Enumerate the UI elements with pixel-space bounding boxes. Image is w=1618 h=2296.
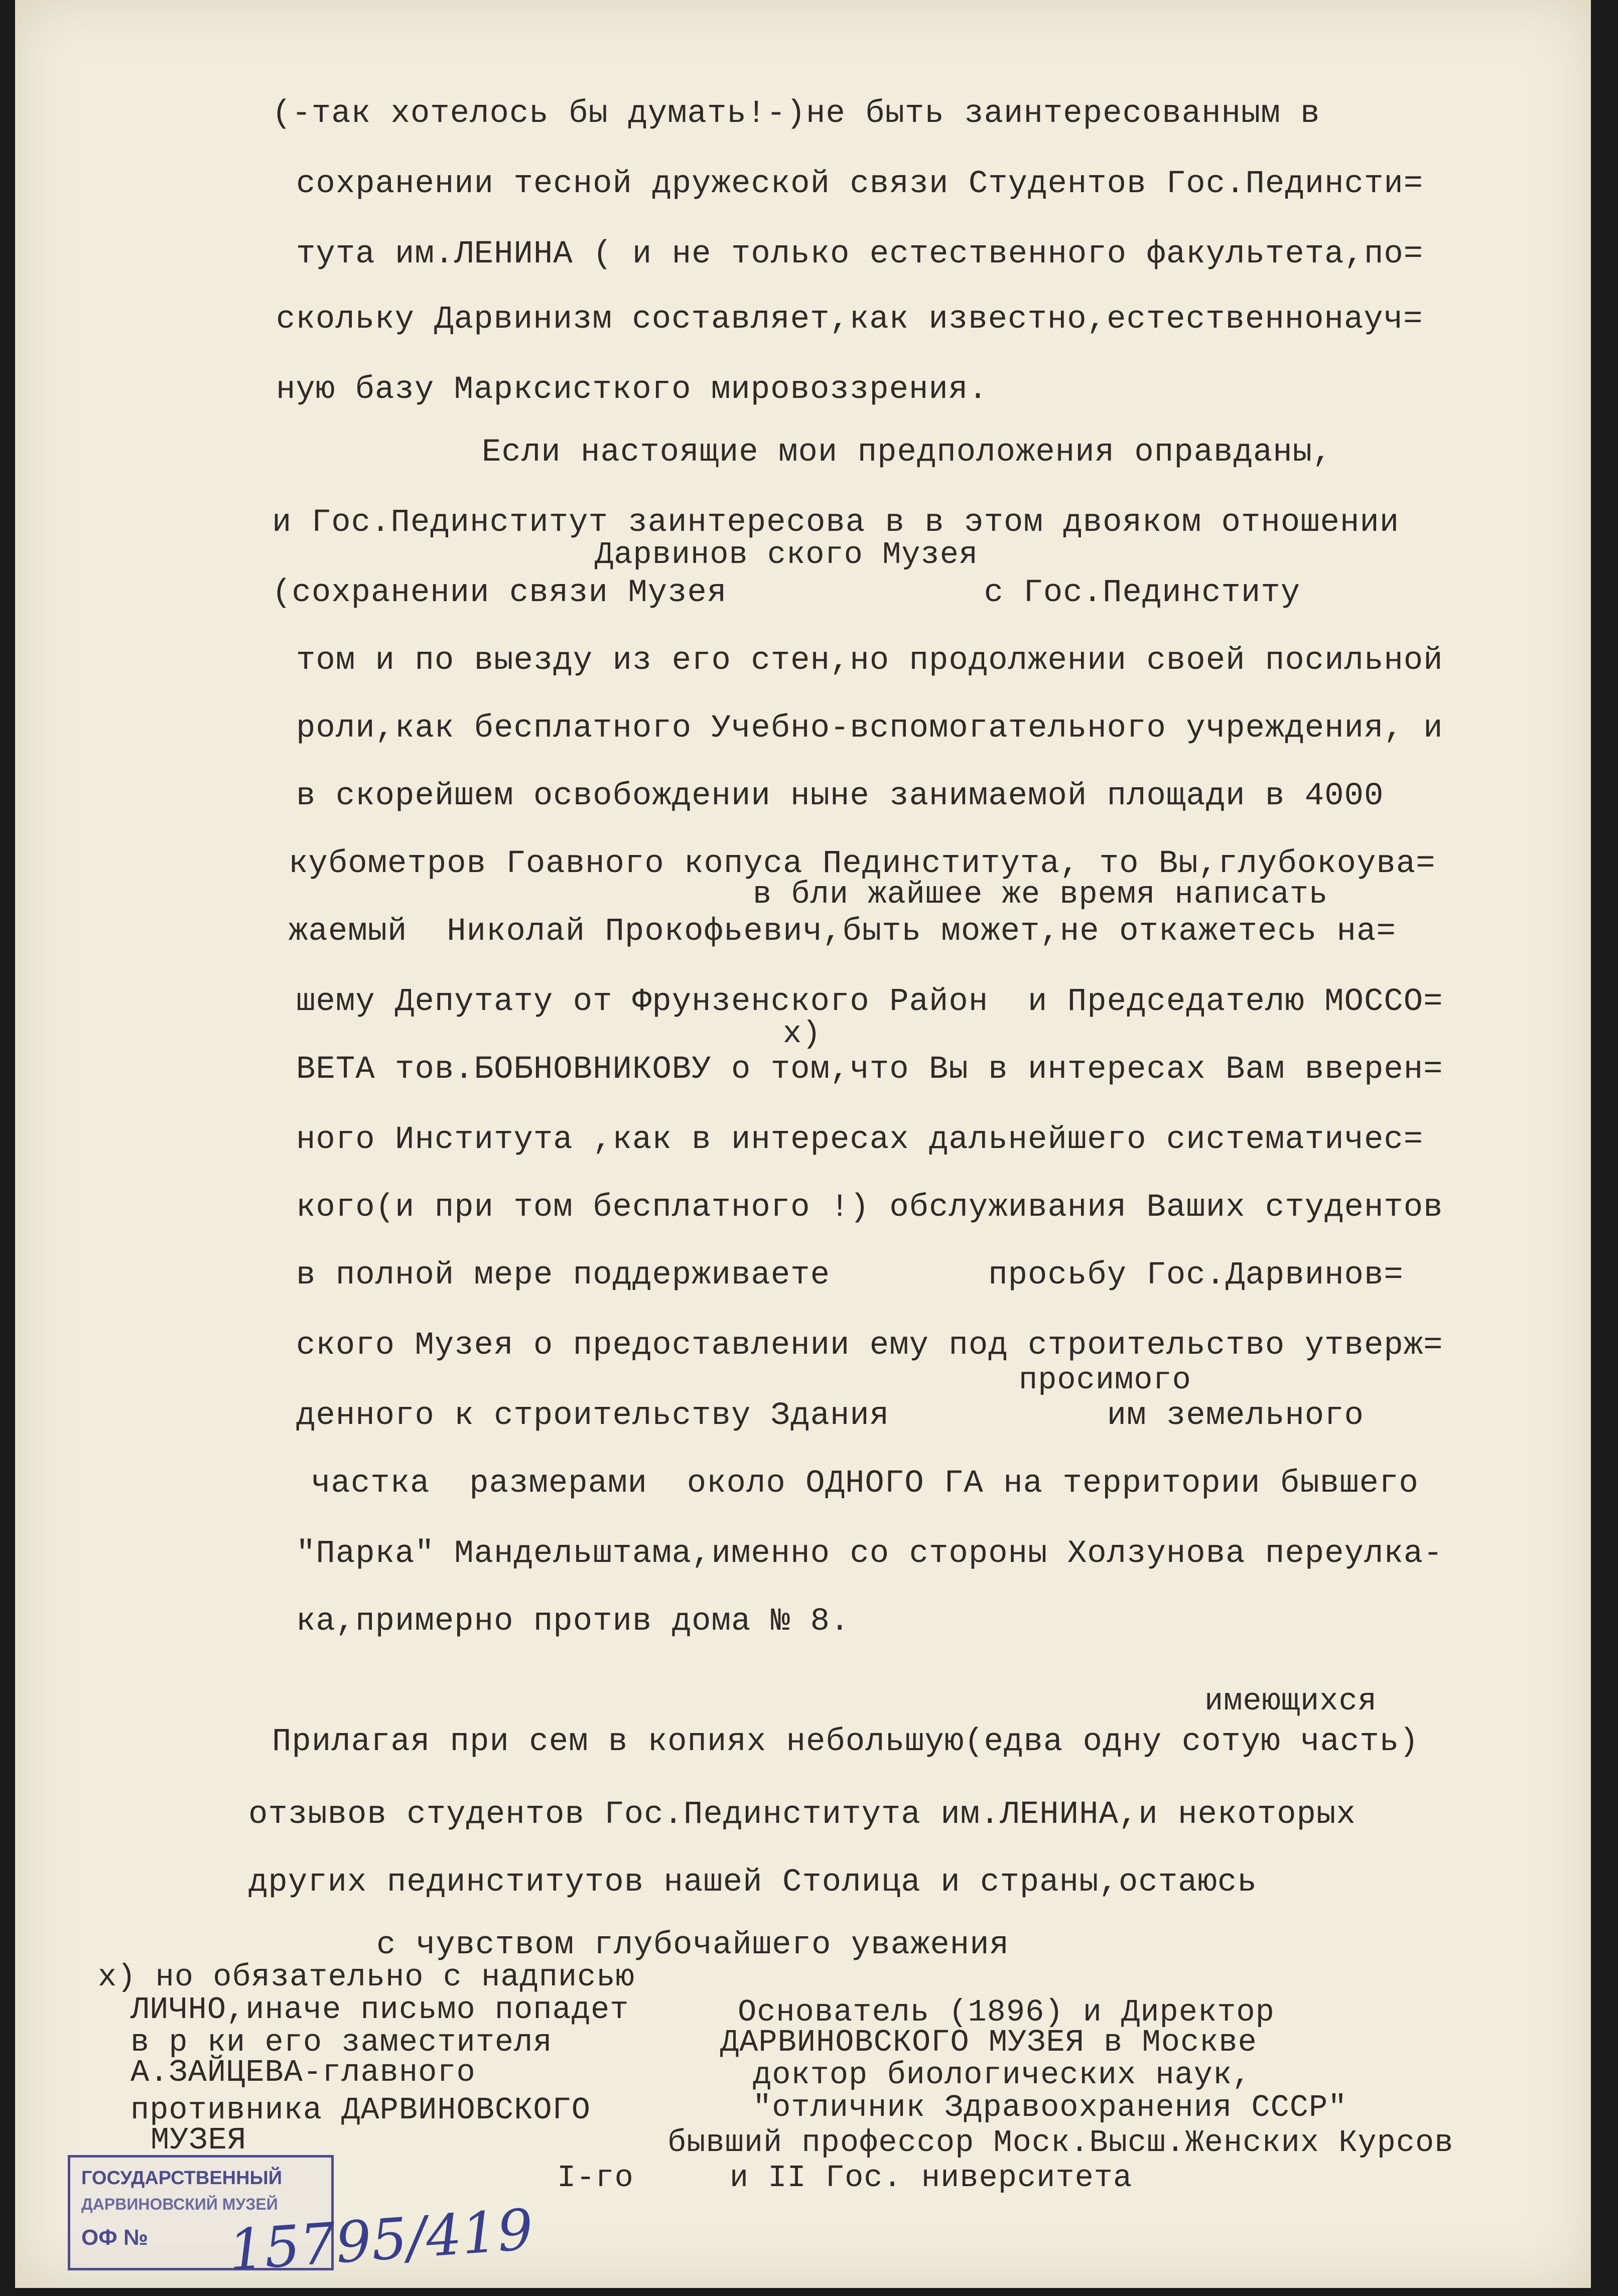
body-line-29: Прилагая при сем в копиях небольшую(едва одну сотую часть): [272, 1724, 1419, 1760]
body-line-31: других пединститутов нашей Столица и страны,остаюсь: [248, 1864, 1257, 1901]
signature-line-4: "отличник Здравоохранения СССР": [753, 2090, 1347, 2125]
archive-stamp: [68, 2155, 535, 2284]
stamp-line-3: ОФ №: [81, 2225, 149, 2250]
body-line-13: кубометров Гоавного копуса Пединститута, то Вы,глубокоува=: [289, 846, 1436, 882]
body-line-24: денного к строительству Здания им земельного: [296, 1398, 1364, 1434]
footnote-line-4: А.ЗАЙЦЕВА-главного: [130, 2055, 476, 2090]
body-line-27: ка,примерно против дома № 8.: [296, 1604, 850, 1640]
document-page: [15, 0, 1591, 2288]
closing-line: с чувством глубочайшего уважения: [376, 1927, 1009, 1963]
body-line-7: и Гос.Пединститут заинтересова в в этом двояком отношении: [272, 505, 1400, 541]
body-line-9: (сохранении связи Музея с Гос.Пединститу: [272, 575, 1301, 611]
body-line-18: ВЕТА тов.БОБНОВНИКОВУ о том,что Вы в интересах Вам вверен=: [296, 1052, 1443, 1088]
signature-line-2: ДАРВИНОВСКОГО МУЗЕЯ в Москве: [720, 2025, 1257, 2060]
footnote-marker: х): [783, 1016, 822, 1052]
body-line-16: шему Депутату от Фрунзенского Район и Председателю МОССО=: [296, 984, 1443, 1020]
footnote-line-1: х) но обязательно с надписью: [98, 1959, 635, 1995]
body-line-15: жаемый Николай Прокофьевич,быть может,не откажетесь на=: [289, 914, 1396, 950]
body-line-19: ного Института ,как в интересах дальнейшего систематичес=: [296, 1122, 1424, 1158]
body-line-12: в скорейшем освобождении ныне занимаемой площади в 4000: [296, 778, 1384, 814]
footnote-line-3: в р ки его заместителя: [130, 2025, 553, 2060]
body-line-11: роли,как бесплатного Учебно-вспомогательного учреждения, и: [296, 710, 1443, 747]
body-line-22: ского Музея о предоставлении ему под строительство утверж=: [296, 1328, 1443, 1364]
footnote-line-5: противника ДАРВИНОВСКОГО: [130, 2092, 591, 2128]
body-line-21: в полной мере поддерживаете просьбу Гос.Дарвинов=: [296, 1257, 1404, 1294]
body-line-14-insertion: в бли жайшее же время написать: [753, 877, 1328, 912]
body-line-26: "Парка" Мандельштама,именно со стороны Холзунова переулка-: [296, 1536, 1443, 1572]
body-line-1: (-так хотелось бы думать!-)не быть заинтересованным в: [272, 96, 1320, 132]
body-line-10: том и по выезду из его стен,но продолжении своей посильной: [296, 643, 1443, 679]
stamp-line-1: ГОСУДАРСТВЕННЫЙ: [81, 2168, 283, 2189]
signature-line-6: I-го и II Гос. ниверситета: [557, 2160, 1133, 2196]
body-line-5: ную базу Марксисткого мировоззрения.: [276, 372, 988, 408]
body-line-28-insertion: имеющихся: [1204, 1683, 1377, 1719]
body-line-20: кого(и при том бесплатного !) обслуживания Ваших студентов: [296, 1190, 1443, 1226]
signature-line-3: доктор биологических наук,: [753, 2057, 1252, 2093]
signature-line-5: бывший профессор Моск.Высш.Женских Курсов: [667, 2125, 1454, 2161]
body-line-4: скольку Дарвинизм составляет,как известно,естественнонауч=: [276, 302, 1423, 338]
body-line-8-insertion: Дарвинов ского Музея: [595, 537, 979, 572]
footnote-line-6: МУЗЕЯ: [151, 2122, 247, 2158]
body-line-3: тута им.ЛЕНИНА ( и не только естественного факультета,по=: [296, 236, 1424, 272]
signature-line-1: Основатель (1896) и Директор: [738, 1994, 1275, 2030]
body-line-23-insertion: просимого: [1019, 1362, 1191, 1398]
footnote-line-2: ЛИЧНО,иначе письмо попадет: [130, 1992, 629, 2028]
stamp-handwritten-number: 15795/419: [226, 2197, 535, 2284]
body-line-25: частка размерами около ОДНОГО ГА на территории бывшего: [311, 1466, 1419, 1502]
body-line-6: Если настоящие мои предположения оправданы,: [482, 435, 1332, 471]
stamp-line-2: ДАРВИНОВСКИЙ МУЗЕЙ: [81, 2195, 278, 2213]
body-line-2: сохранении тесной дружеской связи Студентов Гос.Пединсти=: [296, 166, 1424, 202]
body-line-30: отзывов студентов Гос.Пединститута им.ЛЕНИНА,и некоторых: [248, 1797, 1356, 1833]
